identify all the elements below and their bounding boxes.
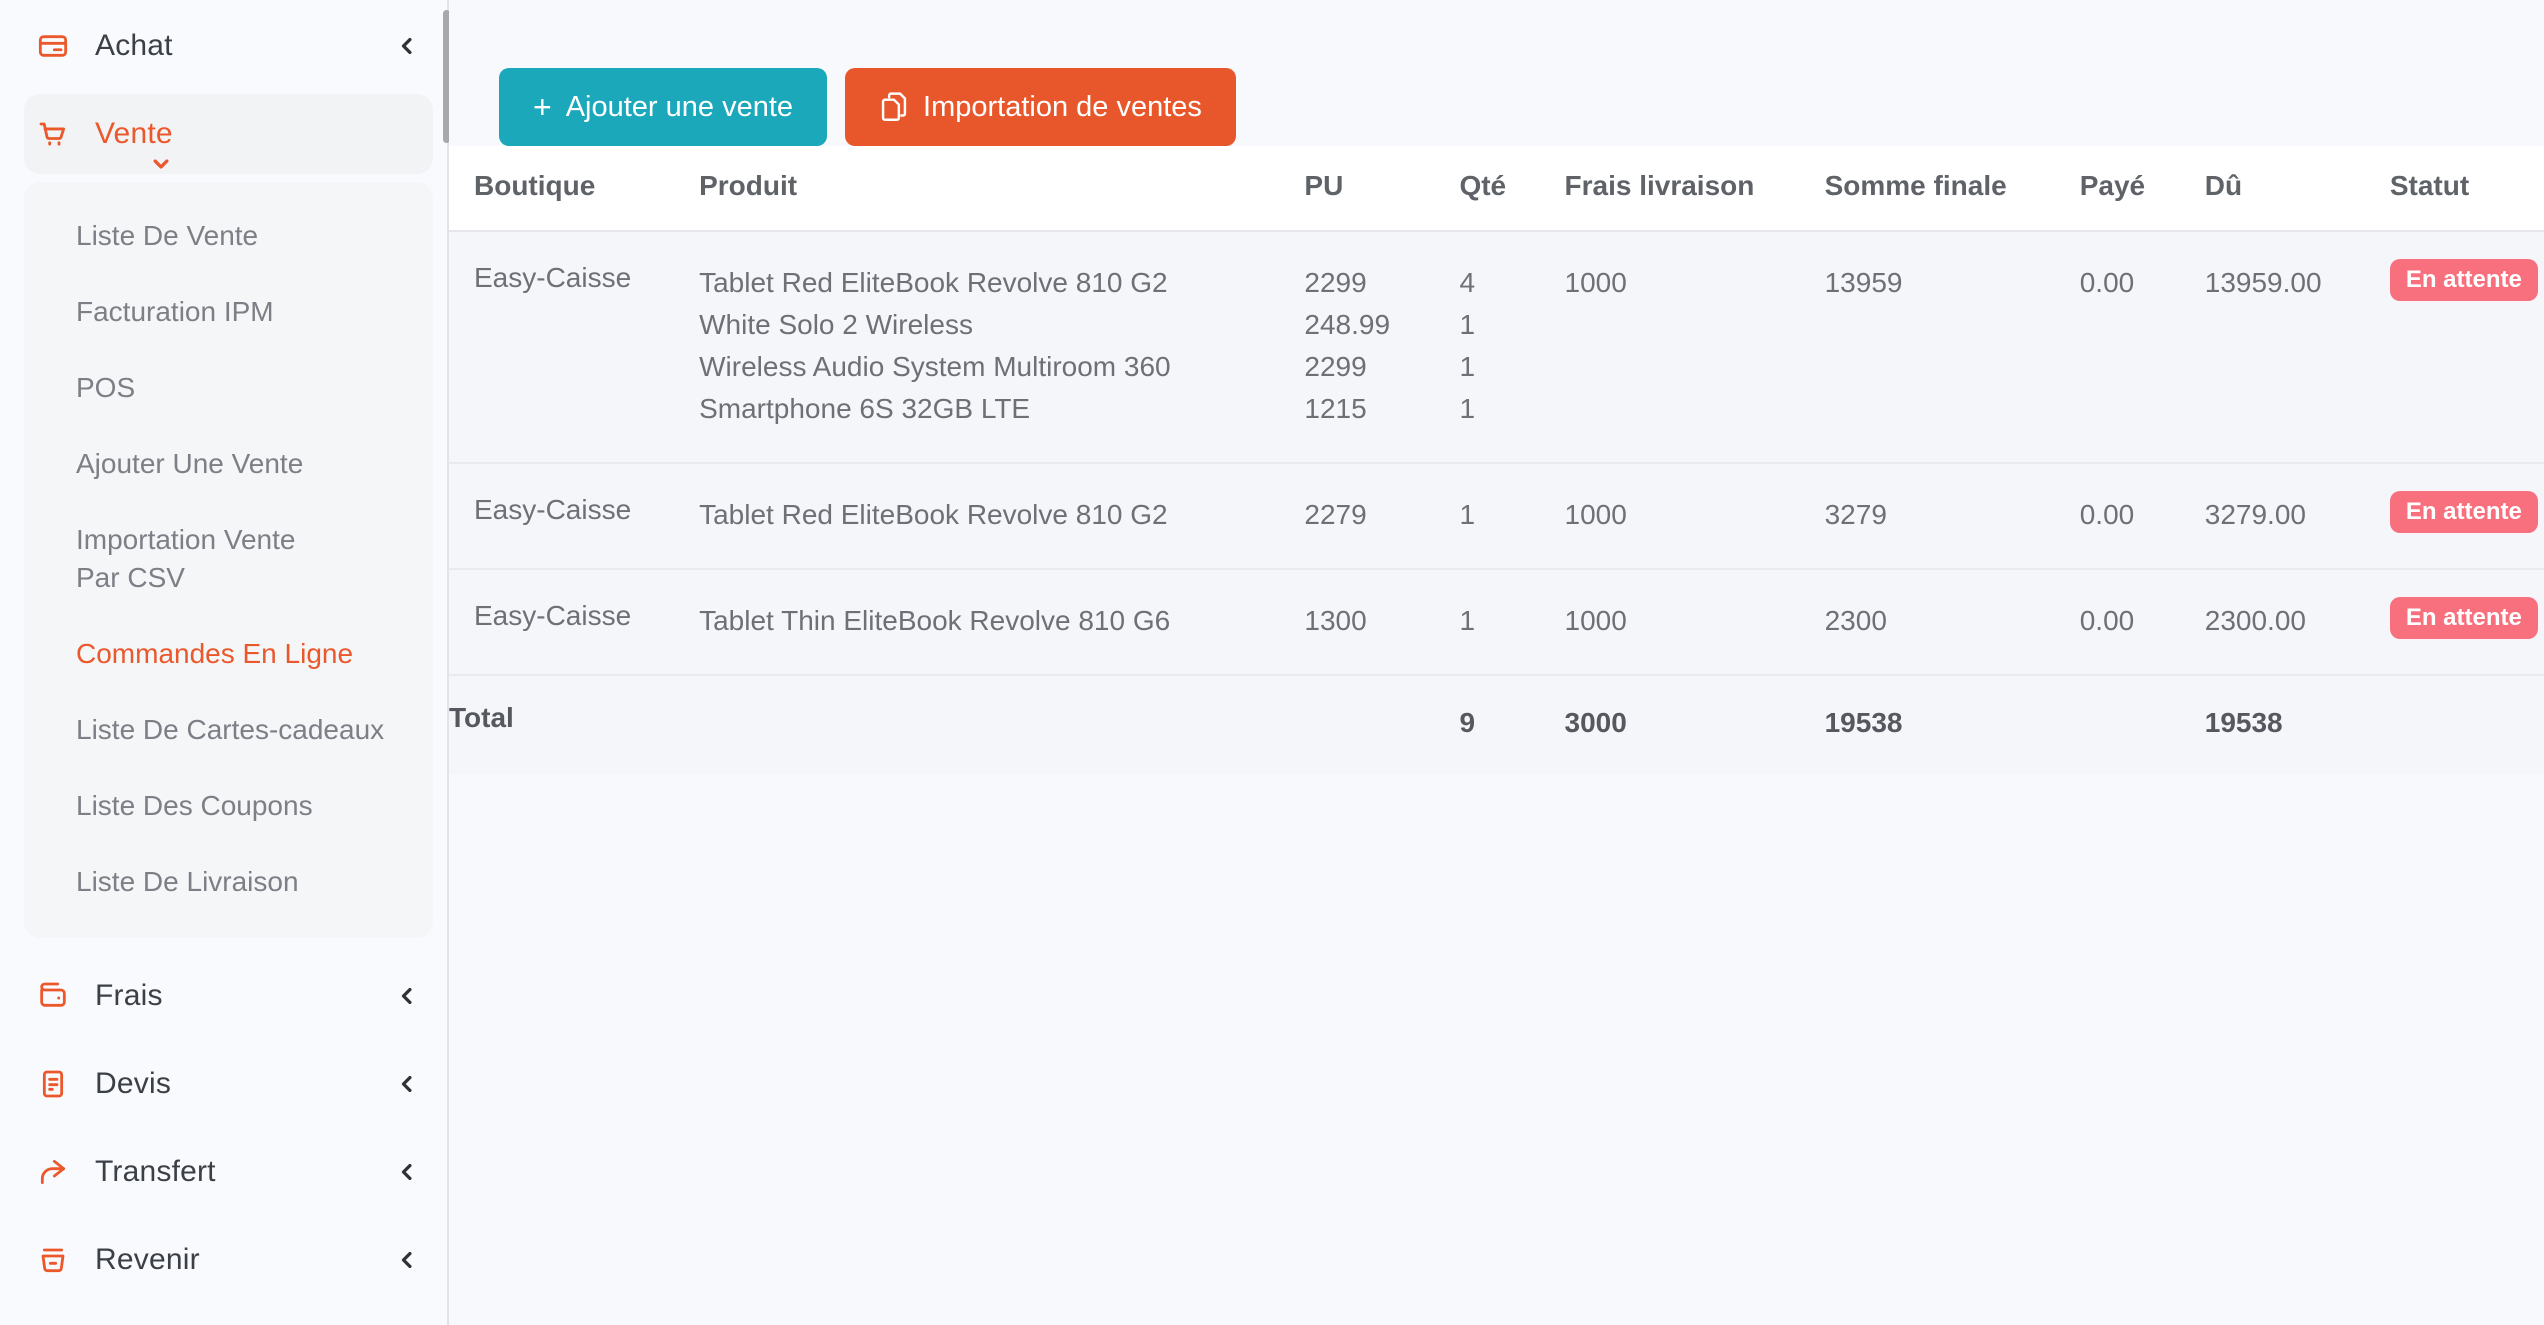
total-qty: 9 bbox=[1459, 675, 1564, 774]
chevron-left-icon bbox=[393, 1070, 421, 1098]
sidebar bbox=[0, 0, 447, 1325]
document-icon bbox=[37, 1068, 69, 1100]
header-du: Dû bbox=[2205, 146, 2390, 231]
sidebar-item-label: Devis bbox=[95, 1067, 172, 1100]
header-frais-livraison: Frais livraison bbox=[1565, 146, 1825, 231]
basket-icon bbox=[37, 1244, 69, 1276]
import-file-icon bbox=[879, 90, 909, 124]
table-row bbox=[449, 569, 2544, 675]
sidebar-item-achat[interactable] bbox=[0, 2, 447, 90]
product-name: Smartphone 6S 32GB LTE bbox=[699, 393, 1031, 424]
add-sale-button[interactable] bbox=[499, 68, 827, 146]
cell-boutique: Easy-Caisse bbox=[449, 569, 699, 675]
total-paye-empty bbox=[2080, 675, 2205, 774]
sales-table bbox=[449, 146, 2544, 774]
cell-du: 2300.00 bbox=[2205, 569, 2390, 675]
status-badge: En attente bbox=[2390, 491, 2538, 533]
sidebar-item-revenir[interactable] bbox=[0, 1216, 447, 1304]
share-icon bbox=[37, 1156, 69, 1188]
cell-frais-livraison: 1000 bbox=[1565, 463, 1825, 569]
product-name: Wireless Audio System Multiroom 360 bbox=[699, 351, 1171, 382]
total-produit-empty bbox=[699, 675, 1304, 774]
cart-icon bbox=[37, 118, 69, 150]
cell-du: 3279.00 bbox=[2205, 463, 2390, 569]
chevron-left-icon bbox=[393, 1246, 421, 1274]
wallet-icon bbox=[37, 980, 69, 1012]
header-statut: Statut bbox=[2390, 146, 2544, 231]
cell-paye: 0.00 bbox=[2080, 231, 2205, 463]
sidebar-item-transfert[interactable] bbox=[0, 1128, 447, 1216]
active-item-highlight bbox=[24, 94, 433, 174]
cell-du: 13959.00 bbox=[2205, 231, 2390, 463]
header-pu: PU bbox=[1304, 146, 1459, 231]
chevron-left-icon bbox=[393, 1158, 421, 1186]
submenu-item-pos[interactable]: POS bbox=[76, 372, 136, 403]
product-pu: 2299 bbox=[1304, 267, 1367, 298]
submenu-item-liste-de-cartes-cadeaux[interactable]: Liste De Cartes-cadeaux bbox=[76, 714, 385, 745]
product-name: Tablet Thin EliteBook Revolve 810 G6 bbox=[699, 605, 1171, 636]
cell-paye: 0.00 bbox=[2080, 569, 2205, 675]
chevron-left-icon bbox=[393, 982, 421, 1010]
cell-produit bbox=[699, 231, 1304, 463]
sidebar-item-label: Transfert bbox=[95, 1155, 216, 1188]
chevron-down-icon bbox=[147, 150, 175, 178]
submenu-item-liste-des-coupons[interactable]: Liste Des Coupons bbox=[76, 790, 313, 821]
product-pu: 1215 bbox=[1304, 393, 1367, 424]
table-row bbox=[449, 463, 2544, 569]
product-qty: 1 bbox=[1459, 309, 1476, 340]
table-header-row bbox=[449, 146, 2544, 231]
submenu-item-liste-de-vente[interactable]: Liste De Vente bbox=[76, 220, 259, 251]
total-statut-empty bbox=[2390, 675, 2544, 774]
cell-paye: 0.00 bbox=[2080, 463, 2205, 569]
sidebar-item-devis[interactable] bbox=[0, 1040, 447, 1128]
status-badge: En attente bbox=[2390, 259, 2538, 301]
cell-somme-finale: 13959 bbox=[1825, 231, 2080, 463]
cell-pu bbox=[1304, 231, 1459, 463]
total-label: Total bbox=[449, 675, 699, 774]
chevron-left-icon bbox=[393, 32, 421, 60]
plus-icon: + bbox=[533, 88, 552, 125]
sidebar-item-label: Vente bbox=[95, 117, 173, 150]
header-paye: Payé bbox=[2080, 146, 2205, 231]
header-boutique: Boutique bbox=[449, 146, 699, 231]
vente-submenu bbox=[24, 182, 433, 938]
cell-statut bbox=[2390, 231, 2544, 463]
submenu-item-facturation-ipm[interactable]: Facturation IPM bbox=[76, 296, 274, 327]
cell-produit bbox=[699, 463, 1304, 569]
table-row bbox=[449, 231, 2544, 463]
cell-pu bbox=[1304, 463, 1459, 569]
import-sales-label: Importation de ventes bbox=[923, 90, 1202, 123]
product-name: White Solo 2 Wireless bbox=[699, 309, 973, 340]
sidebar-item-vente[interactable] bbox=[0, 90, 447, 178]
cell-frais-livraison: 1000 bbox=[1565, 231, 1825, 463]
product-pu: 1300 bbox=[1304, 605, 1367, 636]
submenu-item-commandes-en-ligne[interactable]: Commandes En Ligne bbox=[76, 638, 354, 669]
submenu-item-ajouter-une-vente[interactable]: Ajouter Une Vente bbox=[76, 448, 304, 479]
cell-frais-livraison: 1000 bbox=[1565, 569, 1825, 675]
total-somme-finale: 19538 bbox=[1825, 675, 2080, 774]
total-du: 19538 bbox=[2205, 675, 2390, 774]
import-sales-button[interactable] bbox=[845, 68, 1236, 146]
header-produit: Produit bbox=[699, 146, 1304, 231]
cell-produit bbox=[699, 569, 1304, 675]
sidebar-item-label: Revenir bbox=[95, 1243, 200, 1276]
product-name: Tablet Red EliteBook Revolve 810 G2 bbox=[699, 499, 1168, 530]
total-frais-livraison: 3000 bbox=[1565, 675, 1825, 774]
sidebar-item-label: Achat bbox=[95, 29, 173, 62]
cell-statut bbox=[2390, 569, 2544, 675]
product-name: Tablet Red EliteBook Revolve 810 G2 bbox=[699, 267, 1168, 298]
product-pu: 248.99 bbox=[1304, 309, 1391, 340]
product-qty: 1 bbox=[1459, 393, 1476, 424]
sidebar-item-frais[interactable] bbox=[0, 952, 447, 1040]
submenu-item-importation-vente-csv[interactable]: Importation Vente Par CSV bbox=[76, 524, 296, 593]
credit-card-icon bbox=[37, 30, 69, 62]
toolbar bbox=[449, 0, 2544, 146]
cell-somme-finale: 2300 bbox=[1825, 569, 2080, 675]
cell-qte bbox=[1459, 569, 1564, 675]
status-badge: En attente bbox=[2390, 597, 2538, 639]
header-somme-finale: Somme finale bbox=[1825, 146, 2080, 231]
sidebar-item-label: Frais bbox=[95, 979, 163, 1012]
cell-boutique: Easy-Caisse bbox=[449, 231, 699, 463]
cell-qte bbox=[1459, 463, 1564, 569]
cell-statut bbox=[2390, 463, 2544, 569]
cell-qte bbox=[1459, 231, 1564, 463]
product-qty: 1 bbox=[1459, 499, 1476, 530]
product-qty: 1 bbox=[1459, 605, 1476, 636]
product-pu: 2279 bbox=[1304, 499, 1367, 530]
total-pu-empty bbox=[1304, 675, 1459, 774]
header-qte: Qté bbox=[1459, 146, 1564, 231]
table-total-row bbox=[449, 675, 2544, 774]
product-qty: 4 bbox=[1459, 267, 1476, 298]
cell-boutique: Easy-Caisse bbox=[449, 463, 699, 569]
product-qty: 1 bbox=[1459, 351, 1476, 382]
cell-pu bbox=[1304, 569, 1459, 675]
add-sale-label: Ajouter une vente bbox=[565, 90, 794, 123]
submenu-item-liste-de-livraison[interactable]: Liste De Livraison bbox=[76, 866, 299, 897]
cell-somme-finale: 3279 bbox=[1825, 463, 2080, 569]
product-pu: 2299 bbox=[1304, 351, 1367, 382]
main-content bbox=[449, 0, 2544, 1325]
